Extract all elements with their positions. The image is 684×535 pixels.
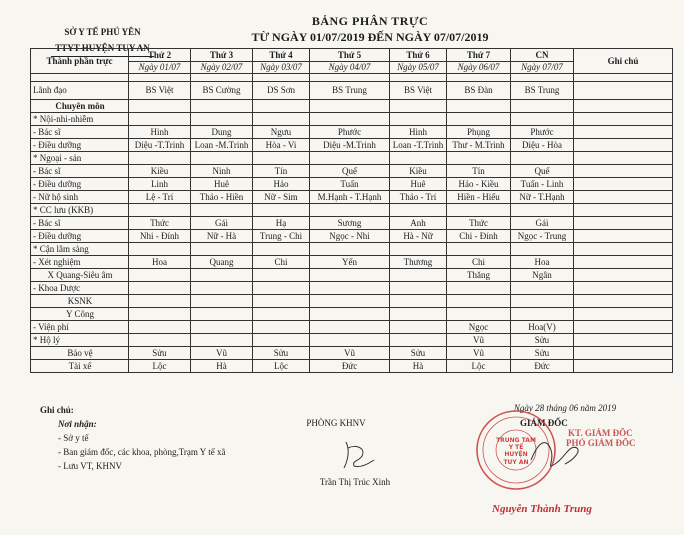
duty-cell: Phụng xyxy=(447,126,511,139)
roster-row xyxy=(31,243,673,256)
duty-cell: DS Sơn xyxy=(253,82,310,100)
note-cell xyxy=(574,269,673,282)
duty-cell xyxy=(511,204,574,217)
roster-row xyxy=(31,139,673,152)
date-header: Ngày 03/07 xyxy=(253,62,310,74)
row-label: Y Công xyxy=(31,308,129,321)
roster-row xyxy=(31,230,673,243)
roster-row xyxy=(31,204,673,217)
org-line-2: TTYT HUYỆN TUY AN xyxy=(51,40,154,57)
note-cell xyxy=(574,126,673,139)
duty-cell: BS Trung xyxy=(511,82,574,100)
note-cell xyxy=(574,191,673,204)
duty-cell: Hoa(V) xyxy=(511,321,574,334)
date-header: Ngày 01/07 xyxy=(129,62,191,74)
duty-cell: Vũ xyxy=(447,334,511,347)
duty-cell xyxy=(310,282,390,295)
duty-cell xyxy=(253,100,310,113)
duty-cell xyxy=(390,113,447,126)
note-cell xyxy=(574,204,673,217)
title-line-2: TỪ NGÀY 01/07/2019 ĐẾN NGÀY 07/07/2019 xyxy=(251,30,489,44)
duty-cell: Thương xyxy=(390,256,447,269)
day-header: Thứ 4 xyxy=(253,49,310,62)
note-cell xyxy=(574,321,673,334)
roster-row xyxy=(31,113,673,126)
duty-cell: Lộc xyxy=(129,360,191,373)
roster-row xyxy=(31,100,673,113)
duty-cell xyxy=(253,113,310,126)
duty-cell: BS Đàn xyxy=(447,82,511,100)
note-cell xyxy=(574,295,673,308)
director-title: GIÁM ĐỐC xyxy=(520,418,568,428)
duty-cell xyxy=(310,152,390,165)
duty-cell xyxy=(447,308,511,321)
duty-cell: Đức xyxy=(310,360,390,373)
duty-cell: Thư - M.Trinh xyxy=(447,139,511,152)
duty-cell: Kiều xyxy=(129,165,191,178)
row-label: Tài xế xyxy=(31,360,129,373)
duty-cell: Phước xyxy=(310,126,390,139)
duty-cell: Gái xyxy=(191,217,253,230)
day-header: Thứ 3 xyxy=(191,49,253,62)
duty-cell: Sửu xyxy=(129,347,191,360)
roster-row xyxy=(31,217,673,230)
duty-cell xyxy=(129,321,191,334)
note-cell xyxy=(574,100,673,113)
duty-cell: Hiền - Hiếu xyxy=(447,191,511,204)
duty-cell: Sửu xyxy=(253,347,310,360)
duty-cell: Vũ xyxy=(191,347,253,360)
duty-cell: Loan -M.Trinh xyxy=(191,139,253,152)
spacer-cell xyxy=(447,74,511,82)
department-title: PHÒNG KHNV xyxy=(306,418,366,428)
duty-cell xyxy=(253,295,310,308)
duty-cell: Hà xyxy=(390,360,447,373)
row-label: - Xét nghiệm xyxy=(31,256,129,269)
note-cell xyxy=(574,152,673,165)
duty-cell: Diệu - Hòa xyxy=(511,139,574,152)
duty-cell xyxy=(310,204,390,217)
duty-cell: Hòa - Vi xyxy=(253,139,310,152)
row-label: - Bác sĩ xyxy=(31,217,129,230)
duty-cell xyxy=(129,243,191,256)
note-cell xyxy=(574,360,673,373)
row-label: - Bác sĩ xyxy=(31,126,129,139)
duty-cell xyxy=(191,152,253,165)
duty-cell xyxy=(191,113,253,126)
roster-row xyxy=(31,347,673,360)
duty-cell xyxy=(310,295,390,308)
day-header: Thứ 5 xyxy=(310,49,390,62)
duty-cell: Chi - Đính xyxy=(447,230,511,243)
spacer-cell xyxy=(310,74,390,82)
duty-cell: Quang xyxy=(191,256,253,269)
roster-row xyxy=(31,308,673,321)
duty-cell: Ngọc - Nhi xyxy=(310,230,390,243)
duty-cell: Diệu -T.Trinh xyxy=(129,139,191,152)
duty-cell: Ngọc xyxy=(447,321,511,334)
duty-cell xyxy=(191,308,253,321)
date-header: Ngày 02/07 xyxy=(191,62,253,74)
recipient-item: - Sở y tế xyxy=(58,433,89,443)
duty-cell xyxy=(390,321,447,334)
duty-cell: Ninh xyxy=(191,165,253,178)
column-header-role: Thành phần trực xyxy=(31,49,129,74)
date-header: Ngày 05/07 xyxy=(390,62,447,74)
duty-cell: Nữ - Hà xyxy=(191,230,253,243)
duty-cell xyxy=(390,100,447,113)
duty-cell: Gái xyxy=(511,217,574,230)
duty-cell xyxy=(253,243,310,256)
duty-cell: Thảo - Trí xyxy=(390,191,447,204)
duty-cell: Lộc xyxy=(447,360,511,373)
duty-cell: Sửu xyxy=(390,347,447,360)
svg-text:TUY AN: TUY AN xyxy=(503,459,529,466)
row-label: - Viện phí xyxy=(31,321,129,334)
date-header: Ngày 07/07 xyxy=(511,62,574,74)
roster-row xyxy=(31,191,673,204)
duty-cell xyxy=(310,243,390,256)
vice-director-title: PHÓ GIÁM ĐỐC xyxy=(566,438,636,448)
svg-text:TRUNG TÂM: TRUNG TÂM xyxy=(496,437,536,444)
duty-cell xyxy=(310,321,390,334)
duty-cell: BS Việt xyxy=(129,82,191,100)
row-label: * Nội-nhi-nhiễm xyxy=(31,113,129,126)
duty-cell: Yến xyxy=(310,256,390,269)
note-cell xyxy=(574,139,673,152)
duty-cell: Đức xyxy=(511,360,574,373)
duty-cell: Loan -T.Trinh xyxy=(390,139,447,152)
duty-cell: Ngọc - Trung xyxy=(511,230,574,243)
spacer-cell xyxy=(511,74,574,82)
director-signature xyxy=(525,430,585,480)
document-title xyxy=(225,14,515,45)
row-label: * CC lưu (KKB) xyxy=(31,204,129,217)
notes-section xyxy=(40,403,290,473)
duty-cell xyxy=(511,113,574,126)
day-header: CN xyxy=(511,49,574,62)
roster-row xyxy=(31,256,673,269)
duty-cell xyxy=(191,243,253,256)
duty-cell: Tín xyxy=(253,165,310,178)
duty-cell xyxy=(511,152,574,165)
duty-cell xyxy=(390,152,447,165)
note-cell xyxy=(574,178,673,191)
roster-row xyxy=(31,360,673,373)
row-label: * Cận lâm sàng xyxy=(31,243,129,256)
duty-cell: Nhi - Đính xyxy=(129,230,191,243)
recipients-heading: Nơi nhận: xyxy=(58,419,97,429)
row-label: Bảo vệ xyxy=(31,347,129,360)
duty-cell xyxy=(253,321,310,334)
spacer-cell xyxy=(253,74,310,82)
duty-cell xyxy=(390,282,447,295)
duty-cell xyxy=(310,308,390,321)
roster-row xyxy=(31,282,673,295)
duty-cell: Hinh xyxy=(129,126,191,139)
duty-cell: Ngưu xyxy=(253,126,310,139)
duty-cell xyxy=(390,204,447,217)
duty-cell xyxy=(447,243,511,256)
note-cell xyxy=(574,282,673,295)
title-line-1: BẢNG PHÂN TRỰC xyxy=(311,14,429,28)
duty-cell xyxy=(129,113,191,126)
duty-cell xyxy=(253,308,310,321)
duty-cell: Sương xyxy=(310,217,390,230)
svg-text:HUYỆN: HUYỆN xyxy=(504,451,528,458)
row-label: - Khoa Dược xyxy=(31,282,129,295)
duty-cell: Trung - Chi xyxy=(253,230,310,243)
duty-cell xyxy=(447,152,511,165)
duty-cell: BS Trung xyxy=(310,82,390,100)
recipient-item: - Ban giám đốc, các khoa, phòng,Trạm Y tế xã xyxy=(58,447,226,457)
duty-cell xyxy=(447,295,511,308)
note-cell xyxy=(574,347,673,360)
duty-cell: Vũ xyxy=(447,347,511,360)
note-cell xyxy=(574,308,673,321)
row-label: X Quang-Siêu âm xyxy=(31,269,129,282)
duty-cell: Dung xyxy=(191,126,253,139)
day-header: Thứ 6 xyxy=(390,49,447,62)
director-person-name: Nguyễn Thành Trung xyxy=(492,503,592,515)
row-label: KSNK xyxy=(31,295,129,308)
duty-cell: Phước xyxy=(511,126,574,139)
note-cell xyxy=(574,113,673,126)
duty-cell xyxy=(129,269,191,282)
duty-cell: Vũ xyxy=(310,347,390,360)
duty-cell xyxy=(129,100,191,113)
duty-cell xyxy=(129,295,191,308)
row-label: Chuyên môn xyxy=(31,100,129,113)
duty-cell xyxy=(129,334,191,347)
duty-cell xyxy=(511,282,574,295)
kt-director-title: KT. GIÁM ĐỐC xyxy=(568,428,633,438)
department-signature xyxy=(332,438,382,470)
duty-cell xyxy=(129,308,191,321)
row-label: - Điều dưỡng xyxy=(31,178,129,191)
row-label: - Bác sĩ xyxy=(31,165,129,178)
duty-cell: Hảo - Kiều xyxy=(447,178,511,191)
roster-row xyxy=(31,82,673,100)
duty-cell: Hạ xyxy=(253,217,310,230)
duty-cell: Tuấn xyxy=(310,178,390,191)
roster-row xyxy=(31,321,673,334)
duty-cell: Diệu -M.Trinh xyxy=(310,139,390,152)
duty-cell: Thăng xyxy=(447,269,511,282)
note-cell xyxy=(574,230,673,243)
recipient-item: - Lưu VT, KHNV xyxy=(58,461,123,471)
notes-heading: Ghi chú: xyxy=(40,405,74,415)
row-label: * Ngoại - sản xyxy=(31,152,129,165)
duty-cell xyxy=(511,295,574,308)
spacer-cell xyxy=(129,74,191,82)
roster-row xyxy=(31,269,673,282)
duty-cell xyxy=(447,282,511,295)
duty-cell xyxy=(310,100,390,113)
row-label: Lãnh đạo xyxy=(31,82,129,100)
note-cell xyxy=(574,243,673,256)
duty-cell xyxy=(253,204,310,217)
spacer-cell xyxy=(574,74,673,82)
spacer-cell xyxy=(191,74,253,82)
duty-cell: Hoa xyxy=(511,256,574,269)
duty-cell xyxy=(447,100,511,113)
duty-cell xyxy=(191,269,253,282)
duty-cell xyxy=(129,152,191,165)
note-cell xyxy=(574,217,673,230)
signing-date: Ngày 28 tháng 06 năm 2019 xyxy=(513,403,617,413)
duty-cell: Thức xyxy=(447,217,511,230)
duty-cell xyxy=(390,295,447,308)
duty-cell xyxy=(191,282,253,295)
duty-cell: M.Hạnh - T.Hạnh xyxy=(310,191,390,204)
duty-cell xyxy=(191,321,253,334)
duty-cell xyxy=(447,113,511,126)
note-cell xyxy=(574,256,673,269)
duty-cell: Thức xyxy=(129,217,191,230)
duty-cell xyxy=(447,204,511,217)
duty-cell xyxy=(191,334,253,347)
duty-cell: Hà - Nữ xyxy=(390,230,447,243)
duty-cell: BS Việt xyxy=(390,82,447,100)
duty-cell: Thảo - Hiền xyxy=(191,191,253,204)
roster-row xyxy=(31,126,673,139)
duty-cell: Nữ - T.Hạnh xyxy=(511,191,574,204)
spacer-row xyxy=(31,74,673,82)
department-person-name: Trần Thị Trúc Xinh xyxy=(319,477,391,487)
duty-cell: Nữ - Sim xyxy=(253,191,310,204)
duty-cell: Linh xyxy=(129,178,191,191)
duty-cell: Kiều xyxy=(390,165,447,178)
duty-cell: Sửu xyxy=(511,347,574,360)
duty-cell xyxy=(253,152,310,165)
duty-cell xyxy=(129,282,191,295)
duty-cell xyxy=(191,204,253,217)
duty-cell xyxy=(191,100,253,113)
duty-cell xyxy=(390,308,447,321)
day-name-row xyxy=(31,49,673,62)
roster-row xyxy=(31,165,673,178)
roster-row xyxy=(31,334,673,347)
note-cell xyxy=(574,334,673,347)
roster-body xyxy=(31,74,673,373)
day-header: Thứ 2 xyxy=(129,49,191,62)
duty-cell: BS Cường xyxy=(191,82,253,100)
duty-cell xyxy=(310,269,390,282)
column-header-notes: Ghi chú xyxy=(574,49,673,74)
duty-cell: Hoa xyxy=(129,256,191,269)
duty-cell: Ngân xyxy=(511,269,574,282)
duty-cell: Hảo xyxy=(253,178,310,191)
duty-cell xyxy=(253,269,310,282)
svg-text:Y TẾ: Y TẾ xyxy=(508,444,524,451)
duty-cell xyxy=(511,243,574,256)
duty-cell: Huê xyxy=(390,178,447,191)
duty-cell: Chi xyxy=(253,256,310,269)
roster-row xyxy=(31,295,673,308)
duty-cell: Sửu xyxy=(511,334,574,347)
row-label: - Điều dưỡng xyxy=(31,230,129,243)
duty-cell: Lệ - Trí xyxy=(129,191,191,204)
duty-cell: Quế xyxy=(310,165,390,178)
date-header: Ngày 04/07 xyxy=(310,62,390,74)
day-header: Thứ 7 xyxy=(447,49,511,62)
duty-cell: Chi xyxy=(447,256,511,269)
duty-cell xyxy=(511,100,574,113)
duty-cell: Hinh xyxy=(390,126,447,139)
row-label: - Nữ hộ sinh xyxy=(31,191,129,204)
duty-roster-table xyxy=(30,48,673,373)
duty-cell: Tín xyxy=(447,165,511,178)
duty-cell: Lộc xyxy=(253,360,310,373)
duty-cell xyxy=(129,204,191,217)
duty-cell xyxy=(310,113,390,126)
org-line-1: SỞ Y TẾ PHÚ YÊN xyxy=(64,27,141,37)
roster-row xyxy=(31,178,673,191)
duty-cell xyxy=(253,334,310,347)
note-cell xyxy=(574,165,673,178)
duty-cell xyxy=(253,282,310,295)
spacer-cell xyxy=(31,74,129,82)
duty-cell xyxy=(310,334,390,347)
spacer-cell xyxy=(390,74,447,82)
duty-cell xyxy=(511,308,574,321)
roster-row xyxy=(31,152,673,165)
row-label: - Điều dưỡng xyxy=(31,139,129,152)
row-label: * Hộ lý xyxy=(31,334,129,347)
duty-cell: Anh xyxy=(390,217,447,230)
date-header: Ngày 06/07 xyxy=(447,62,511,74)
duty-cell xyxy=(390,269,447,282)
duty-cell xyxy=(191,295,253,308)
duty-cell: Hà xyxy=(191,360,253,373)
duty-cell xyxy=(390,334,447,347)
duty-cell: Tuấn - Linh xyxy=(511,178,574,191)
duty-cell xyxy=(390,243,447,256)
note-cell xyxy=(574,82,673,100)
duty-cell: Quế xyxy=(511,165,574,178)
duty-cell: Huê xyxy=(191,178,253,191)
